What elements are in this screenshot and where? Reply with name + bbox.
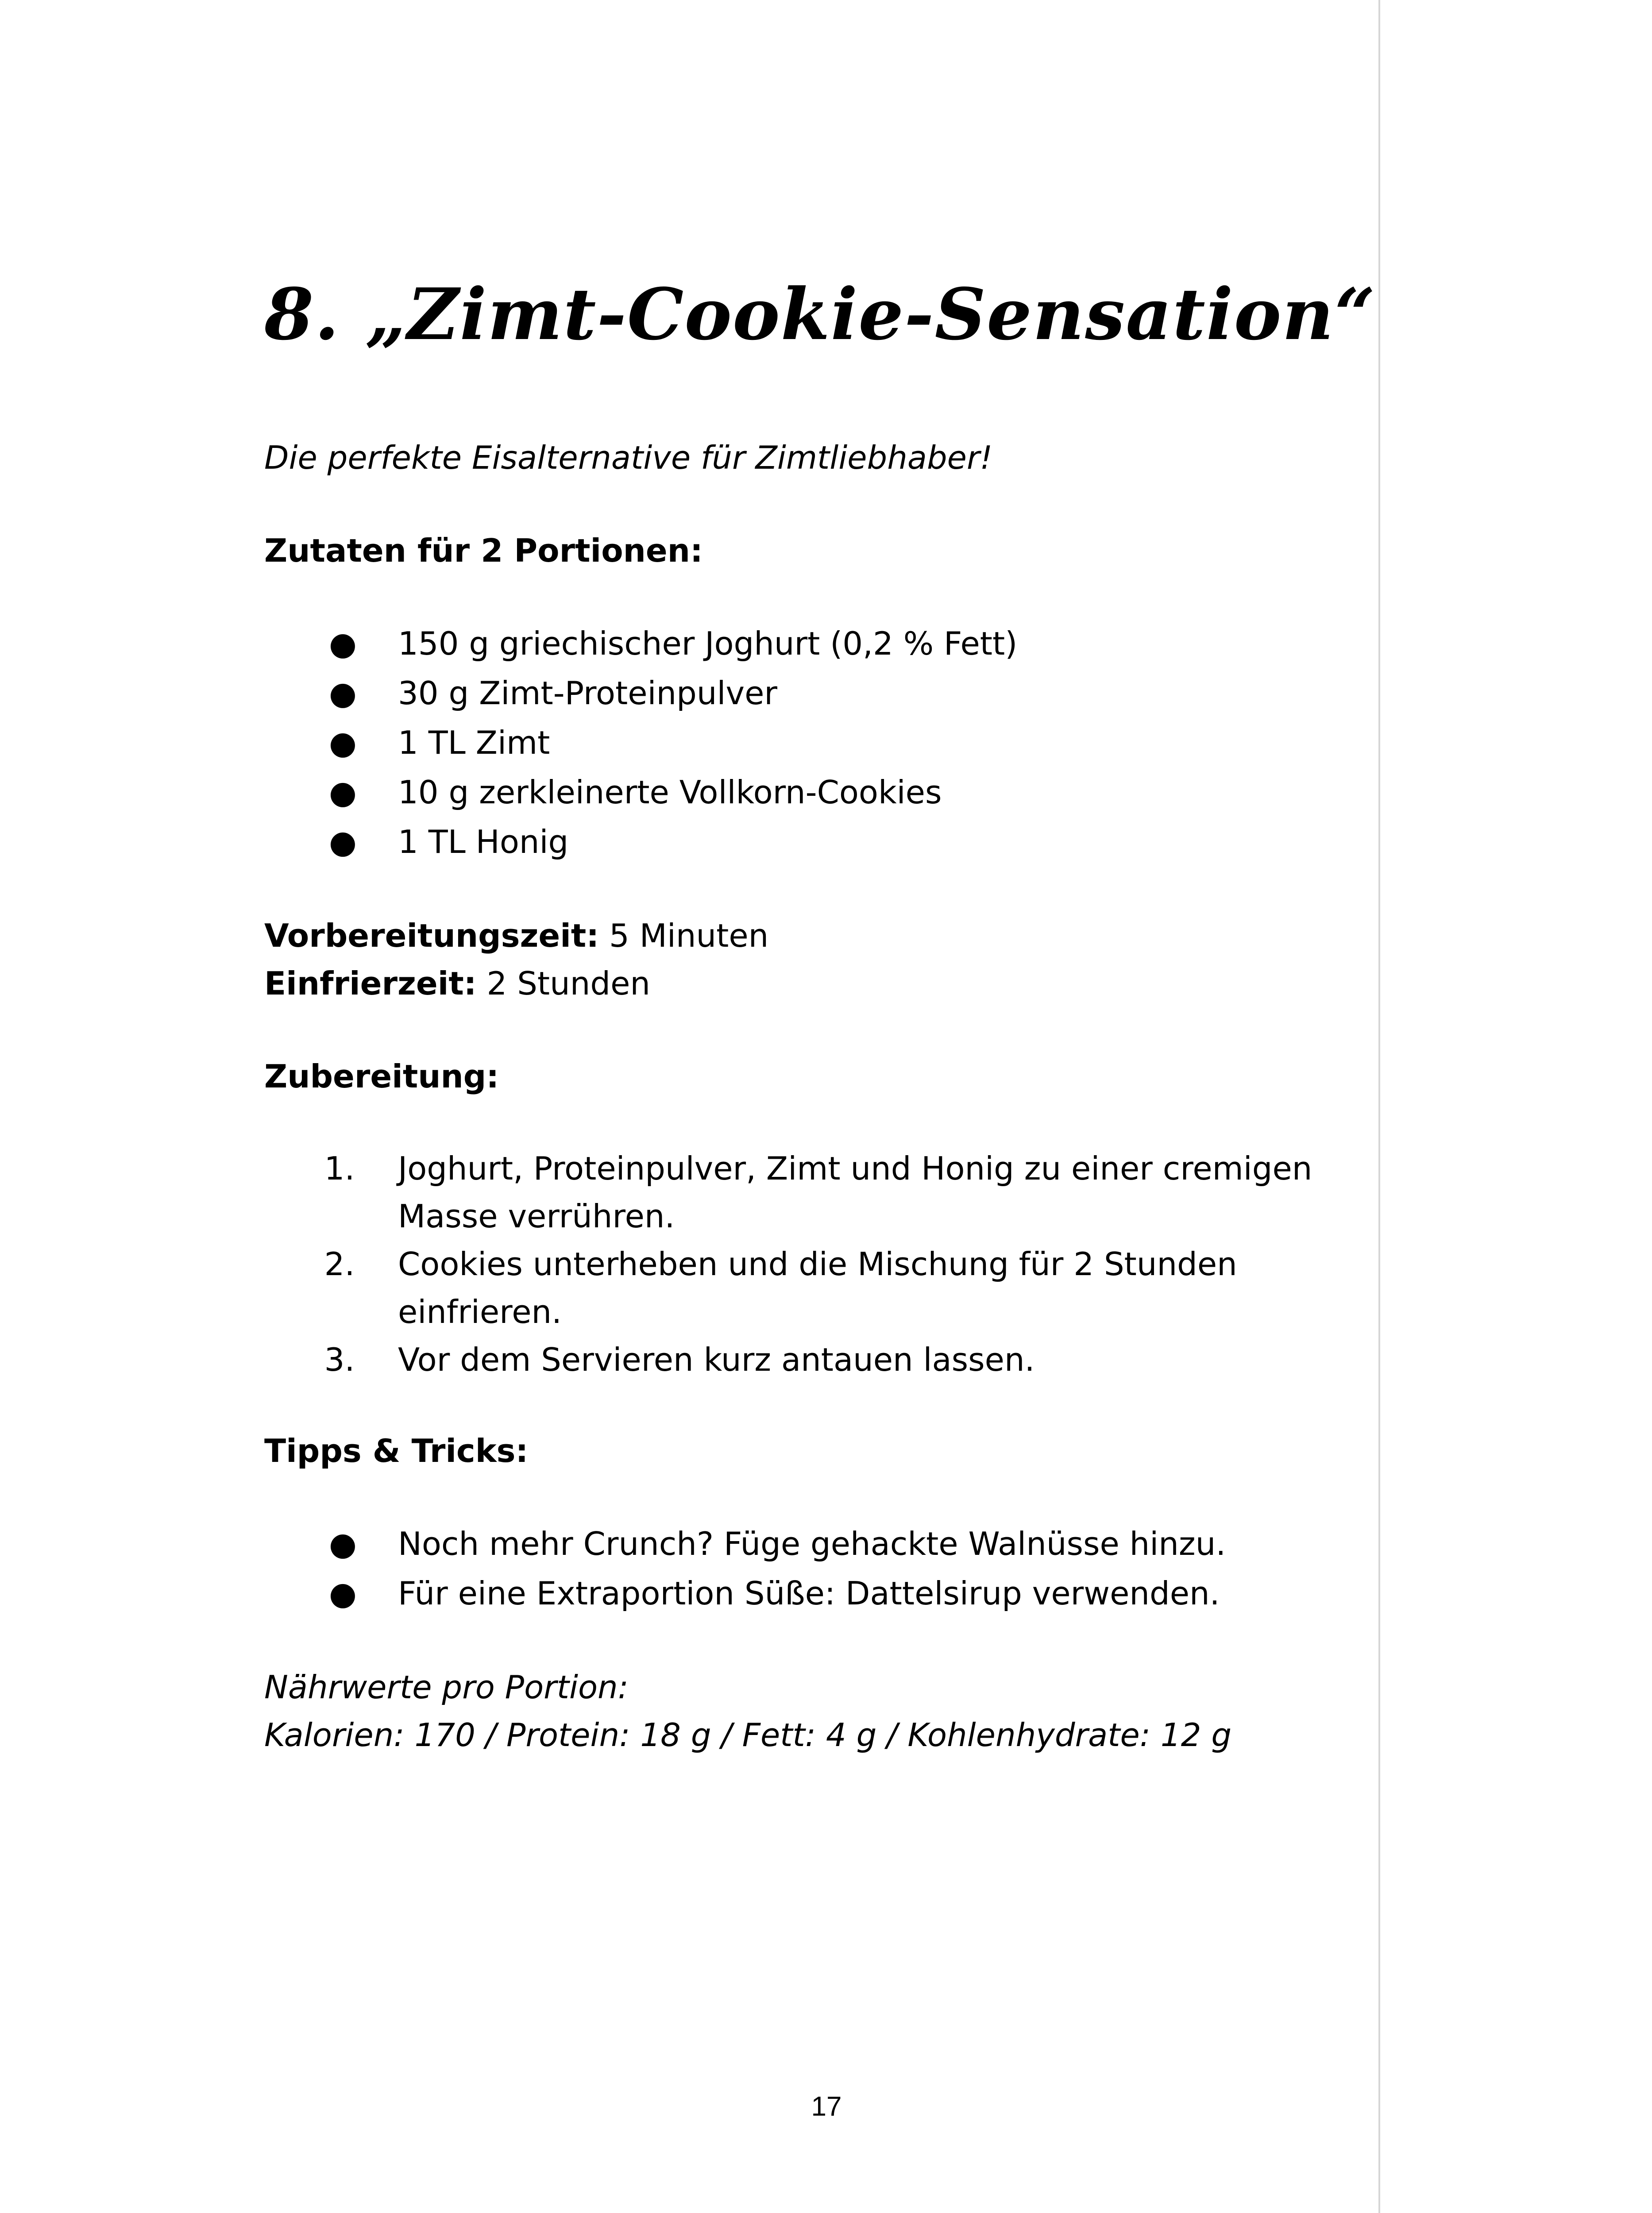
page-number: 17 bbox=[811, 2091, 842, 2122]
step-number: 2. bbox=[324, 1245, 355, 1283]
step-number: 3. bbox=[324, 1341, 355, 1378]
page-edge-divider bbox=[1378, 0, 1380, 2213]
recipe-subtitle: Die perfekte Eisalternative für Zimtliebhaber! bbox=[264, 439, 993, 476]
step-text: Cookies unterheben und die Mischung für 2 Stunden einfrieren. bbox=[398, 1245, 1237, 1330]
bullet-icon: ● bbox=[329, 675, 357, 712]
ingredient-item bbox=[264, 668, 1344, 718]
preparation-steps bbox=[264, 1145, 1344, 1384]
bullet-icon: ● bbox=[329, 823, 357, 860]
nutrition-values: Kalorien: 170 / Protein: 18 g / Fett: 4 g / Kohlenhydrate: 12 g bbox=[264, 1716, 1232, 1754]
prep-time-value: 5 Minuten bbox=[599, 917, 769, 954]
step-item bbox=[264, 1336, 1344, 1384]
freeze-time-label: Einfrierzeit: bbox=[264, 965, 477, 1002]
bullet-icon: ● bbox=[329, 724, 357, 761]
step-item bbox=[264, 1145, 1344, 1240]
step-number: 1. bbox=[324, 1150, 355, 1187]
ingredient-item bbox=[264, 817, 1344, 867]
ingredient-text: 30 g Zimt-Proteinpulver bbox=[398, 675, 778, 712]
prep-time-line bbox=[264, 912, 1344, 960]
ingredients-list bbox=[264, 619, 1344, 867]
ingredient-item bbox=[264, 619, 1344, 668]
ingredient-item bbox=[264, 767, 1344, 817]
nutrition-info bbox=[264, 1663, 1344, 1759]
tip-item bbox=[264, 1519, 1344, 1569]
step-item bbox=[264, 1240, 1344, 1336]
nutrition-heading: Nährwerte pro Portion: bbox=[264, 1669, 629, 1706]
prep-time-label: Vorbereitungszeit: bbox=[264, 917, 599, 954]
time-info bbox=[264, 912, 1344, 1007]
preparation-heading: Zubereitung: bbox=[264, 1058, 499, 1095]
ingredients-heading: Zutaten für 2 Portionen: bbox=[264, 532, 703, 569]
bullet-icon: ● bbox=[329, 774, 357, 811]
tips-list bbox=[264, 1519, 1344, 1618]
freeze-time-value: 2 Stunden bbox=[476, 965, 651, 1002]
ingredient-text: 10 g zerkleinerte Vollkorn-Cookies bbox=[398, 774, 942, 811]
ingredient-text: 1 TL Honig bbox=[398, 823, 569, 860]
tip-text: Noch mehr Crunch? Füge gehackte Walnüsse hinzu. bbox=[398, 1525, 1226, 1562]
recipe-page bbox=[264, 266, 1376, 1759]
tip-item bbox=[264, 1569, 1344, 1618]
step-text: Joghurt, Proteinpulver, Zimt und Honig zu einer cremigen Masse verrühren. bbox=[398, 1150, 1312, 1235]
ingredient-text: 1 TL Zimt bbox=[398, 724, 550, 761]
step-text: Vor dem Servieren kurz antauen lassen. bbox=[398, 1341, 1035, 1378]
bullet-icon: ● bbox=[329, 1525, 357, 1562]
freeze-time-line bbox=[264, 960, 1344, 1007]
tips-heading: Tipps & Tricks: bbox=[264, 1432, 529, 1469]
bullet-icon: ● bbox=[329, 1575, 357, 1612]
tip-text: Für eine Extraportion Süße: Dattelsirup verwenden. bbox=[398, 1575, 1220, 1612]
bullet-icon: ● bbox=[329, 625, 357, 662]
ingredient-text: 150 g griechischer Joghurt (0,2 % Fett) bbox=[398, 625, 1018, 662]
ingredient-item bbox=[264, 718, 1344, 767]
recipe-title: 8. „Zimt-Cookie-Sensation“ bbox=[264, 273, 1376, 356]
